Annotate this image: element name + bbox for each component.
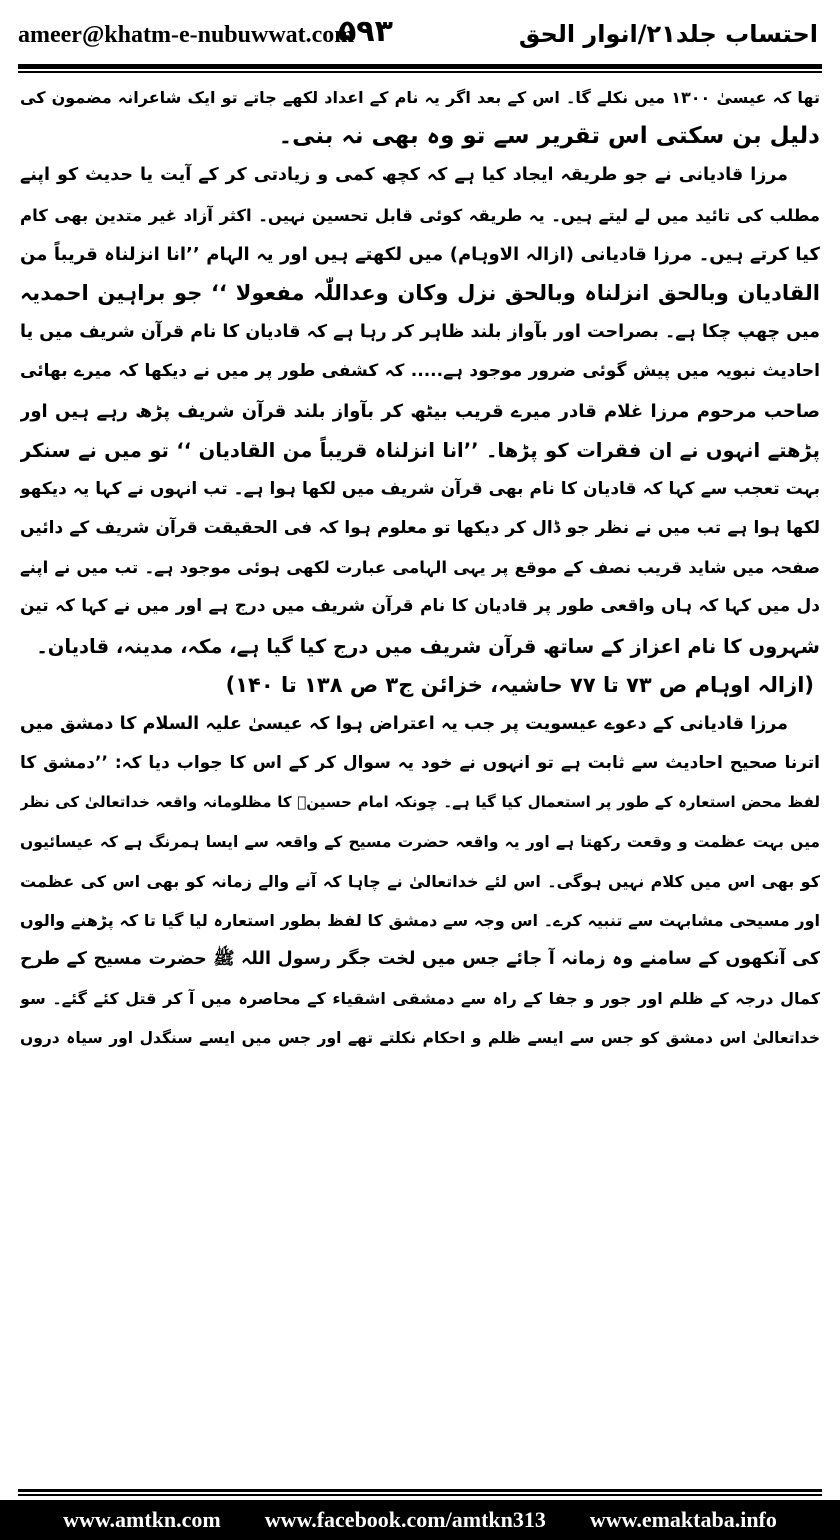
footer-rule-thick	[18, 1489, 822, 1492]
text-line: دل میں کہا کہ ہاں واقعی طور پر قادیان کا نام قرآن شریف میں درج ہے اور میں نے کہا کہ تین	[20, 596, 820, 617]
text-line: اترنا صحیح احادیث سے ثابت ہے تو انہوں نے خود یہ سوال کر کے اس کا جواب دیا کہ: ’’دمشق کا	[20, 753, 820, 774]
footer-rule-thin	[18, 1494, 822, 1496]
text-line: احادیث نبویہ میں پیش گوئی ضرور موجود ہے..... کہ کشفی طور پر میں نے دیکھا کہ میرے بھائی	[20, 361, 820, 382]
running-title: احتساب جلد۲۱/انوار الحق	[518, 20, 818, 48]
text-line: القادیان وبالحق انزلناہ وبالحق نزل وکان وعداللّٰہ مفعولا ‘‘ جو براہین احمدیہ	[20, 280, 820, 305]
text-line: خداتعالیٰ اس دمشق کو جس سے ایسے ظلم و احکام نکلتے تھے اور جس میں ایسے سنگدل اور سیاہ دروں	[20, 1028, 820, 1047]
text-line: مطلب کی تائید میں لے لیتے ہیں۔ یہ طریقہ کوئی قابل تحسین نہیں۔ اکثر آزاد غیر متدین بھی کام	[20, 205, 820, 225]
header-email: ameer@khatm-e-nubuwwat.com	[18, 22, 355, 48]
text-line: دلیل بن سکتی اس تقریر سے تو وہ بھی نہ بنی۔	[278, 123, 820, 150]
text-line: تھا کہ عیسیٰ ۱۳۰۰ میں نکلے گا۔ اس کے بعد اگر یہ نام کے اعداد لکھے جاتے تو ایک شاعرانہ مضمون کی	[20, 88, 820, 107]
footer-bar	[0, 1500, 840, 1540]
page-body	[20, 78, 820, 1058]
text-line: صفحہ میں شاید قریب نصف کے موقع پر یہی الہامی عبارت لکھی ہوئی موجود ہے۔ تب میں نے اپنے	[20, 558, 820, 578]
text-line: کو بھی اس میں کلام نہیں ہوگی۔ اس لئے خداتعالیٰ نے چاہا کہ آنے والے زمانہ کو بھی اس کی عظمت	[20, 871, 820, 891]
header-rule-thick	[18, 64, 822, 69]
text-line: مرزا قادیانی نے جو طریقہ ایجاد کیا ہے کہ کچھ کمی و زیادتی کر کے آیت یا حدیث کو اپنے	[20, 165, 788, 186]
footer-link-emaktaba[interactable]: www.emaktaba.info	[589, 1507, 777, 1532]
header-rule-thin	[18, 71, 822, 73]
text-line: شہروں کا نام اعزاز کے ساتھ قرآن شریف میں درج کیا گیا ہے، مکہ، مدینہ، قادیان۔	[36, 634, 820, 658]
text-line: صاحب مرحوم مرزا غلام قادر میرے قریب بیٹھ کر بآواز بلند قرآن شریف پڑھ رہے ہیں اور	[20, 400, 820, 422]
page-header	[18, 10, 822, 60]
text-line: لفظ محض استعارہ کے طور پر استعمال کیا گیا ہے۔ چونکہ امام حسینؓ کا مظلومانہ واقعہ خداتعالیٰ کی نظر	[20, 793, 820, 812]
text-line: بہت تعجب سے کہا کہ قادیان کا نام بھی قرآن شریف میں لکھا ہوا ہے۔ تب انہوں نے کہا یہ دیکھو	[20, 478, 820, 499]
text-line: پڑھتے انہوں نے ان فقرات کو پڑھا۔ ’’انا انزلناہ قریباً من القادیان ‘‘ تو میں نے سنکر	[20, 438, 820, 462]
page-number: ۵۹۳	[338, 14, 393, 49]
footer-link-amtkn[interactable]: www.amtkn.com	[63, 1507, 221, 1532]
text-line: میں بہت عظمت و وقعت رکھتا ہے اور یہ واقعہ حضرت مسیح کے واقعہ سے ایسا ہمرنگ ہے کہ عیسائیوں	[20, 832, 820, 851]
footer-link-facebook[interactable]: www.facebook.com/amtkn313	[264, 1507, 546, 1532]
text-line: اور مسیحی مشابہت سے تنبیہ کرے۔ اس وجہ سے دمشق کا لفظ بطور استعارہ لیا گیا تا کہ پڑھنے والوں	[20, 910, 820, 930]
text-line: کمال درجہ کے ظلم اور جور و جفا کے راہ سے دمشقی اشقیاء کے محاصرہ میں آ کر قتل کئے گئے۔ سو	[20, 989, 820, 1009]
text-line: کی آنکھوں کے سامنے وہ زمانہ آ جائے جس میں لخت جگر رسول اللہ ﷺ حضرت مسیح کے طرح	[20, 949, 820, 970]
text-line: کیا کرتے ہیں۔ مرزا قادیانی (ازالہ الاوہام) میں لکھتے ہیں اور یہ الہام ’’انا انزلناہ قریباً من	[20, 243, 820, 265]
text-line: لکھا ہوا ہے تب میں نے نظر جو ڈال کر دیکھا تو معلوم ہوا کہ فی الحقیقت قرآن شریف کے دائیں	[20, 518, 820, 539]
text-line: میں چھپ چکا ہے۔ بصراحت اور بآواز بلند ظاہر کر رہا ہے کہ قادیان کا نام قرآن شریف میں یا	[20, 322, 820, 343]
citation-line: (ازالہ اوہام ص ۷۳ تا ۷۷ حاشیہ، خزائن ج۳ ص ۱۳۸ تا ۱۴۰)	[225, 672, 814, 697]
text-line: مرزا قادیانی کے دعوے عیسویت پر جب یہ اعتراض ہوا کہ عیسیٰ علیہ السلام کا دمشق میں	[20, 714, 788, 734]
